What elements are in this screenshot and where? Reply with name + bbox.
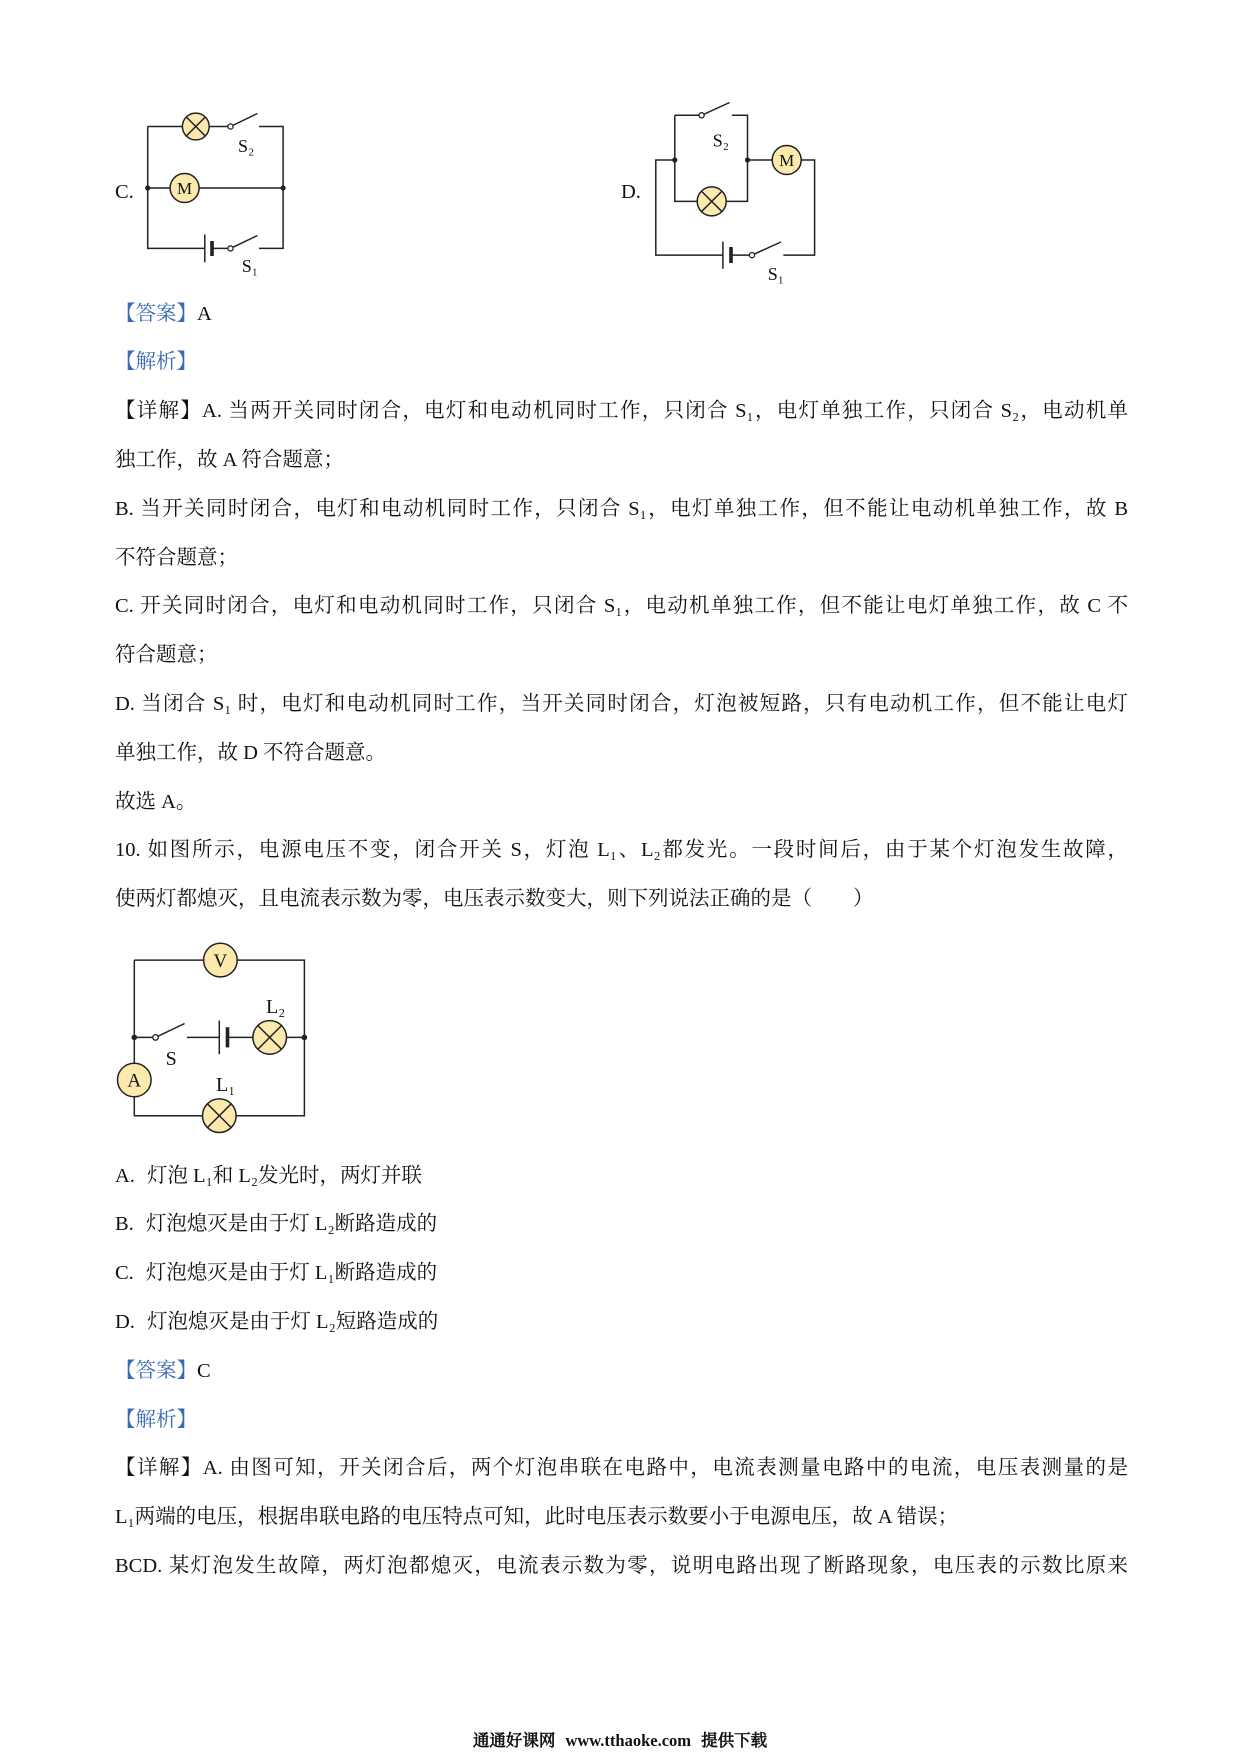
choice-option-c bbox=[115, 1249, 1128, 1298]
question-stem-line: 10. 如图所示，电源电压不变，闭合开关 S，灯泡 L₁、L₂都发光。一段时间后，由于某个灯泡发生故障， bbox=[115, 839, 1128, 862]
option-letter: A. bbox=[115, 1164, 135, 1187]
switch-s-label: S bbox=[165, 1048, 177, 1070]
switch-pivot bbox=[228, 124, 233, 129]
switch-pivot bbox=[228, 246, 233, 251]
switch-s1-symbol bbox=[228, 236, 258, 251]
lamp-l2-symbol bbox=[253, 1021, 287, 1055]
detail-line: BCD. 某灯泡发生故障，两灯泡都熄灭，电流表示数为零，说明电路出现了断路现象，电压表的示数比原来 bbox=[115, 1554, 1128, 1577]
conclusion-line: 故选 A。 bbox=[115, 790, 197, 813]
answer-tag: 【答案】 bbox=[115, 1359, 197, 1382]
switch-s1-symbol bbox=[749, 242, 781, 258]
ammeter-symbol bbox=[118, 1063, 152, 1097]
answer-tag: 【答案】 bbox=[115, 302, 197, 325]
option-letter: D. bbox=[115, 1310, 135, 1333]
lamp-l2-label: L₂ bbox=[266, 996, 286, 1018]
switch-blade bbox=[156, 1024, 185, 1038]
detail-line: 独工作，故 A 符合题意； bbox=[115, 448, 344, 471]
answer-line bbox=[115, 290, 1128, 339]
lamp-symbol bbox=[697, 187, 726, 216]
detail-line: 不符合题意； bbox=[115, 546, 238, 569]
motor-symbol bbox=[170, 174, 199, 203]
switch-s-symbol bbox=[153, 1024, 185, 1041]
lamp-l1-label: L₁ bbox=[216, 1074, 236, 1096]
choice-option-b bbox=[115, 1200, 1128, 1249]
page-footer: 通通好课网 www.tthaoke.com 提供下载 bbox=[472, 1731, 768, 1750]
junction-dot bbox=[145, 185, 150, 190]
voltmeter-label: V bbox=[213, 950, 228, 972]
choice-option-d bbox=[115, 1298, 1128, 1347]
detail-line: 单独工作，故 D 不符合题意。 bbox=[115, 741, 387, 764]
detail-line: L₁两端的电压，根据串联电路的电压特点可知，此时电压表示数要小于电源电压，故 A 错误； bbox=[115, 1506, 959, 1529]
lamp-l1-symbol bbox=[203, 1099, 237, 1133]
answer-value: C bbox=[197, 1359, 211, 1382]
switch-blade bbox=[702, 103, 730, 116]
option-text: 灯泡熄灭是由于灯 L₂短路造成的 bbox=[146, 1310, 439, 1333]
switch-blade bbox=[752, 242, 781, 255]
choice-option-a bbox=[115, 1152, 1128, 1201]
switch-s2-label: S₂ bbox=[712, 130, 730, 151]
question-stem-line: 使两灯都熄灭，且电流表示数为零，电压表示数变大，则下列说法正确的是（ ） bbox=[115, 888, 874, 911]
detail-line: 【详解】A. 由图可知，开关闭合后，两个灯泡串联在电路中，电流表测量电路中的电流，电压表测量的是 bbox=[115, 1457, 1128, 1480]
battery-symbol bbox=[219, 1021, 227, 1055]
wire bbox=[148, 127, 283, 249]
wire bbox=[656, 115, 815, 255]
switch-s1-label: S₁ bbox=[241, 256, 258, 276]
option-d-label: D. bbox=[621, 181, 641, 203]
circuit-diagram-option-d bbox=[645, 85, 830, 290]
battery-symbol bbox=[205, 235, 212, 263]
answer-line bbox=[115, 1347, 1128, 1396]
circuit-diagram-option-c bbox=[130, 100, 300, 290]
option-letter: B. bbox=[115, 1213, 134, 1236]
voltmeter-symbol bbox=[204, 943, 238, 977]
motor-symbol bbox=[772, 146, 801, 175]
switch-pivot bbox=[153, 1035, 159, 1041]
switch-pivot bbox=[699, 113, 704, 118]
ammeter-label: A bbox=[127, 1070, 142, 1092]
circuit-diagram-q10 bbox=[110, 930, 320, 1140]
junction-dot bbox=[132, 1035, 138, 1041]
junction-dot bbox=[281, 185, 286, 190]
switch-blade bbox=[231, 114, 258, 127]
switch-blade bbox=[231, 236, 258, 249]
switch-pivot bbox=[749, 253, 754, 258]
detail-line: B. 当开关同时闭合，电灯和电动机同时工作，只闭合 S₁，电灯单独工作，但不能让电动机单独工作，故 B bbox=[115, 497, 1128, 520]
analysis-tag: 【解析】 bbox=[115, 1408, 197, 1431]
lamp-symbol bbox=[182, 113, 209, 140]
option-c-label: C. bbox=[115, 181, 134, 203]
analysis-block-q9 bbox=[115, 290, 1128, 924]
analysis-block-q10 bbox=[115, 1152, 1128, 1591]
detail-line: 符合题意； bbox=[115, 644, 218, 667]
detail-line: 【详解】A. 当两开关同时闭合，电灯和电动机同时工作，只闭合 S₁，电灯单独工作，只闭合 S₂，电动机单 bbox=[115, 400, 1128, 423]
analysis-line bbox=[115, 338, 1128, 387]
detail-line: C. 开关同时闭合，电灯和电动机同时工作，只闭合 S₁，电动机单独工作，但不能让电灯单独工作，故 C 不 bbox=[115, 595, 1128, 618]
junction-dot bbox=[745, 157, 750, 162]
detail-line: D. 当闭合 S₁ 时，电灯和电动机同时工作，当开关同时闭合，灯泡被短路，只有电动机工作，但不能让电灯 bbox=[115, 692, 1128, 715]
option-text: 灯泡熄灭是由于灯 L₂断路造成的 bbox=[145, 1213, 438, 1236]
option-letter: C. bbox=[115, 1262, 134, 1285]
option-text: 灯泡熄灭是由于灯 L₁断路造成的 bbox=[145, 1262, 438, 1285]
answer-value: A bbox=[197, 302, 212, 325]
junction-dot bbox=[302, 1035, 308, 1041]
analysis-tag: 【解析】 bbox=[115, 351, 197, 374]
motor-label: M bbox=[779, 151, 795, 170]
switch-s1-label: S₁ bbox=[767, 264, 784, 284]
analysis-line bbox=[115, 1396, 1128, 1445]
motor-label: M bbox=[177, 179, 193, 198]
switch-s2-label: S₂ bbox=[238, 136, 255, 156]
junction-dot bbox=[672, 157, 677, 162]
switch-s2-symbol bbox=[699, 103, 730, 118]
battery-symbol bbox=[723, 242, 731, 269]
option-text: 灯泡 L₁和 L₂发光时，两灯并联 bbox=[146, 1164, 423, 1187]
switch-s2-symbol bbox=[228, 114, 258, 130]
